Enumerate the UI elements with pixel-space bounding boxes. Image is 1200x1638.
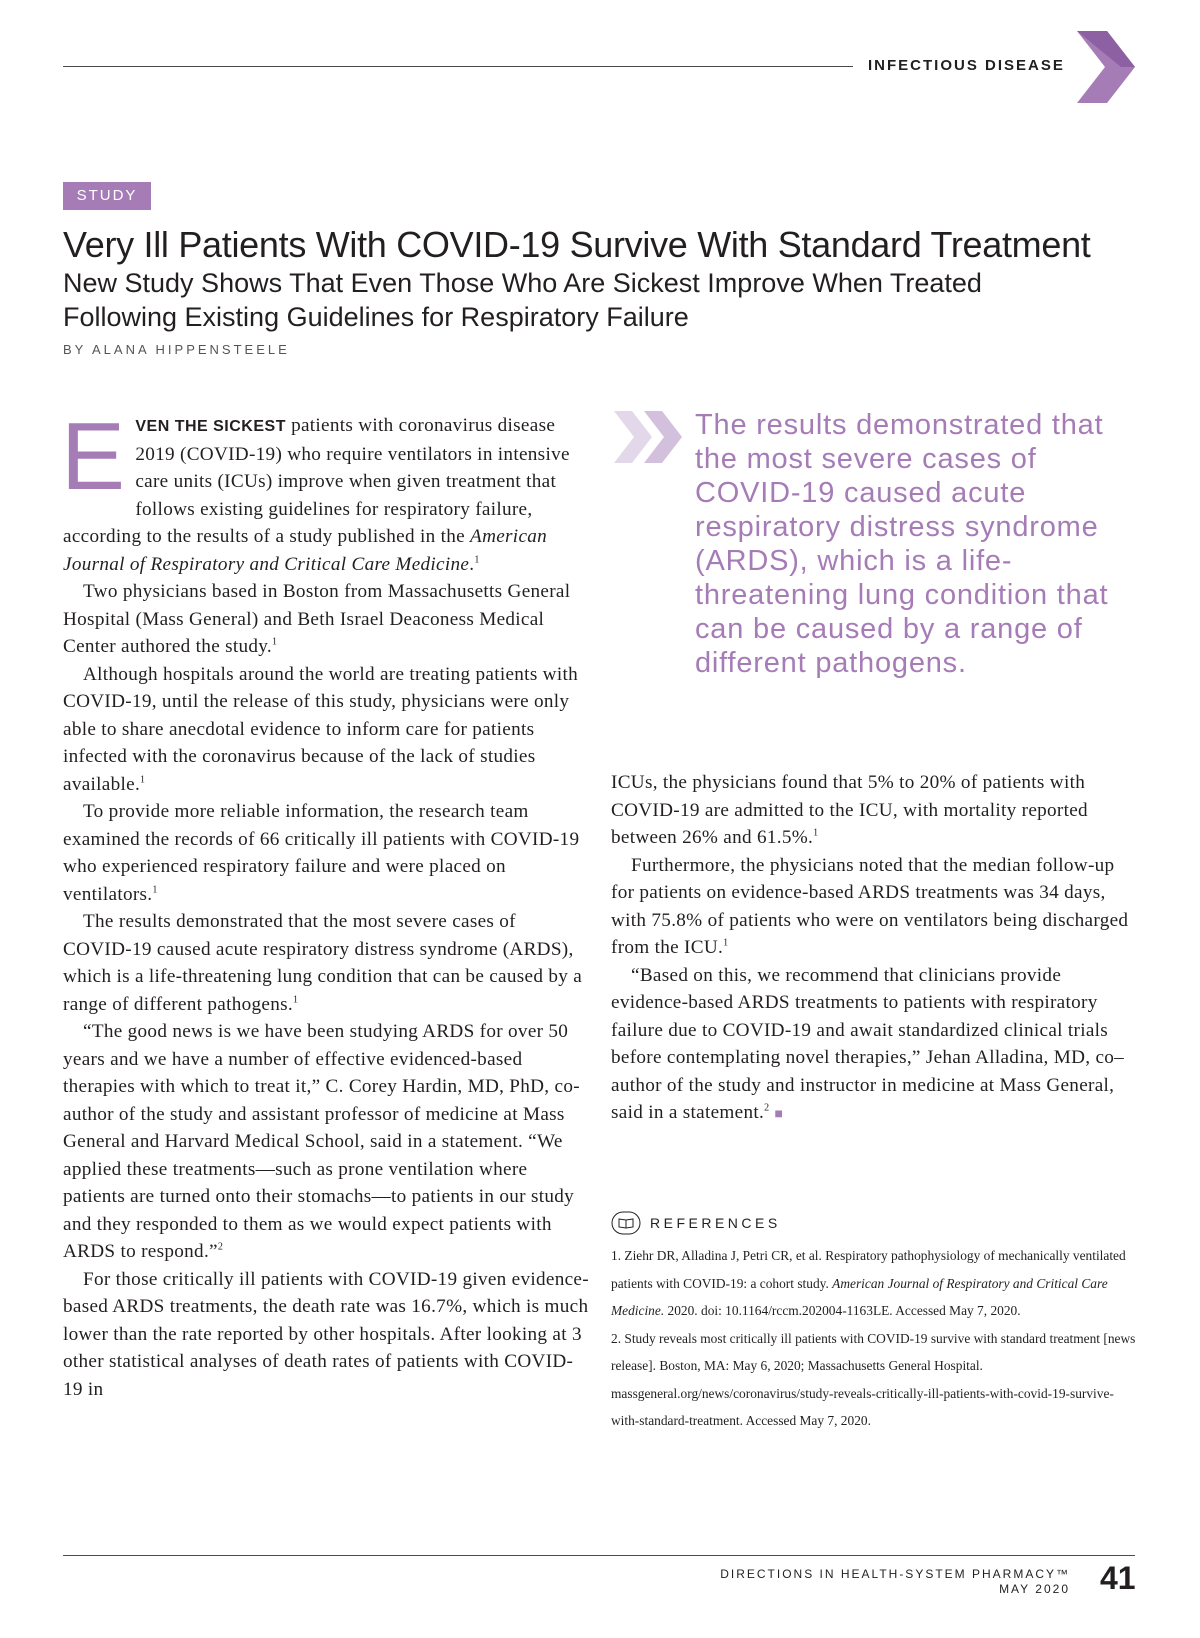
footer-rule <box>63 1555 1135 1556</box>
reference-item <box>611 1242 1141 1325</box>
paragraph-text: For those critically ill patients with COVID-19 given evidence-based ARDS treatments, the death rate was 16.7%, which is much lower than the rate reported by other hospitals. After looking at 3 other statistical analyses of death rates of patients with COVID-19 in <box>63 1268 589 1400</box>
body-column-right <box>611 769 1141 1129</box>
citation: 1 <box>813 827 819 839</box>
citation: 1 <box>292 994 299 1006</box>
paragraph-text: “The good news is we have been studying ARDS for over 50 years and we have a number of effective evidenced-based therapies with which to treat it,” C. Corey Hardin, MD, PhD, co-author of the study and assistant professor of medicine at Mass General and Harvard Medical School, said in a statement. “We applied these treatments—such as prone ventilation where patients are turned onto their stomachs—to patients in our study and they responded to them as we would expect patients with ARDS to respond.” <box>63 1021 580 1262</box>
reference-item: 2. Study reveals most critically ill patients with COVID-19 survive with standard treatment [news release]. Boston, MA: May 6, 2020; Massachusetts General Hospital. massgeneral.org/news/coronavirus/study-reveals-critically-ill-patients-with-covid-19-survive-with-standard-treatment. Accessed May 7, 2020. <box>611 1330 1136 1428</box>
paragraph <box>63 1018 589 1266</box>
subtitle-line-2: Following Existing Guidelines for Respiratory Failure <box>63 302 689 332</box>
paragraph-text: Two physicians based in Boston from Massachusetts General Hospital (Mass General) and Beth Israel Deaconess Medical Center authored the study. <box>63 581 571 657</box>
journal-name: American Journal of Respiratory and Critical Care Medicine <box>63 526 548 575</box>
body-column-left <box>61 403 589 1403</box>
double-chevron-icon <box>614 411 686 463</box>
lead-in: VEN THE SICKEST <box>135 418 286 435</box>
page-number: 41 <box>1100 1560 1136 1596</box>
paragraph <box>61 403 589 578</box>
reference-text: 2020. doi: 10.1164/rccm.202004-1163LE. Accessed May 7, 2020. <box>664 1303 1021 1318</box>
paragraph-text: patients with coronavirus disease 2019 (COVID-19) who require ventilators in intensive care units (ICUs) improve when given treatment that follows existing guidelines for respiratory failure, according to the results of a study published in the <box>63 415 570 547</box>
paragraph-text: To provide more reliable information, the research team examined the records of 66 critically ill patients with COVID-19 who experienced respiratory failure and were placed on ventilators. <box>63 801 580 905</box>
publication-name: DIRECTIONS IN HEALTH-SYSTEM PHARMACY™ <box>720 1567 1070 1581</box>
citation: 1 <box>152 884 158 896</box>
paragraph <box>63 798 589 908</box>
paragraph-text: Furthermore, the physicians noted that the median follow-up for patients on evidence-based ARDS treatments was 34 days, with 75.8% of patients who were on ventilators being discharged from the ICU. <box>611 854 1129 958</box>
paragraph-text: Although hospitals around the world are treating patients with COVID-19, until the release of this study, physicians were only able to share anecdotal evidence to inform care for patients infected with the coronavirus because of the lack of studies available. <box>63 663 578 795</box>
publication-date: MAY 2020 <box>999 1582 1070 1596</box>
subtitle-line-1: New Study Shows That Even Those Who Are Sickest Improve When Treated <box>63 268 982 298</box>
citation: 1 <box>474 554 480 566</box>
pull-quote: The results demonstrated that the most severe cases of COVID-19 caused acute respiratory distress syndrome (ARDS), which is a life-threatening lung condition that can be caused by a range of different pathogens. <box>695 409 1109 679</box>
paragraph <box>63 1266 589 1404</box>
article-subtitle <box>63 266 1103 334</box>
end-mark: ■ <box>774 1107 784 1122</box>
citation: 2 <box>764 1102 770 1114</box>
paragraph-text: . <box>469 553 475 575</box>
chevron-icon <box>1077 31 1135 103</box>
citation: 1 <box>272 636 278 648</box>
header-rule <box>63 66 853 67</box>
paragraph-text: ICUs, the physicians found that 5% to 20% of patients with COVID-19 are admitted to the ICU, with mortality reported between 26% and 61.5%. <box>611 772 1088 848</box>
book-icon <box>611 1211 641 1235</box>
citation: 2 <box>217 1241 224 1253</box>
references-list <box>611 1242 1141 1435</box>
section-label: INFECTIOUS DISEASE <box>868 57 1065 74</box>
paragraph <box>63 908 589 1018</box>
article-title: Very Ill Patients With COVID-19 Survive With Standard Treatment <box>63 224 1091 265</box>
paragraph <box>611 769 1141 852</box>
paragraph-text: The results demonstrated that the most severe cases of COVID-19 caused acute respiratory distress syndrome (ARDS), which is a life-threatening lung condition that can be caused by a range of different pathogens. <box>63 911 583 1015</box>
paragraph <box>63 578 589 661</box>
citation: 1 <box>723 937 729 949</box>
paragraph <box>63 661 589 799</box>
reference-journal: American Journal of Respiratory and Critical Care Medicine. <box>611 1275 1108 1318</box>
reference-text: 1. Ziehr DR, Alladina J, Petri CR, et al. Respiratory pathophysiology of mechanically ventilated patients with COVID-19: a cohort study. <box>611 1248 1126 1291</box>
paragraph-text: “Based on this, we recommend that clinicians provide evidence-based ARDS treatments to patients with respiratory failure due to COVID-19 and await standardized clinical trials before contemplating novel therapies,” Jehan Alladina, MD, co–author of the study and instructor in medicine at Mass General, said in a statement. <box>611 964 1125 1123</box>
paragraph <box>611 962 1141 1129</box>
category-tag: STUDY <box>63 182 151 210</box>
paragraph <box>611 852 1141 962</box>
citation: 1 <box>140 774 146 786</box>
footer-publication <box>720 1567 1070 1597</box>
references-heading: REFERENCES <box>650 1215 781 1231</box>
drop-cap: E <box>61 403 126 510</box>
byline: BY ALANA HIPPENSTEELE <box>63 342 290 357</box>
